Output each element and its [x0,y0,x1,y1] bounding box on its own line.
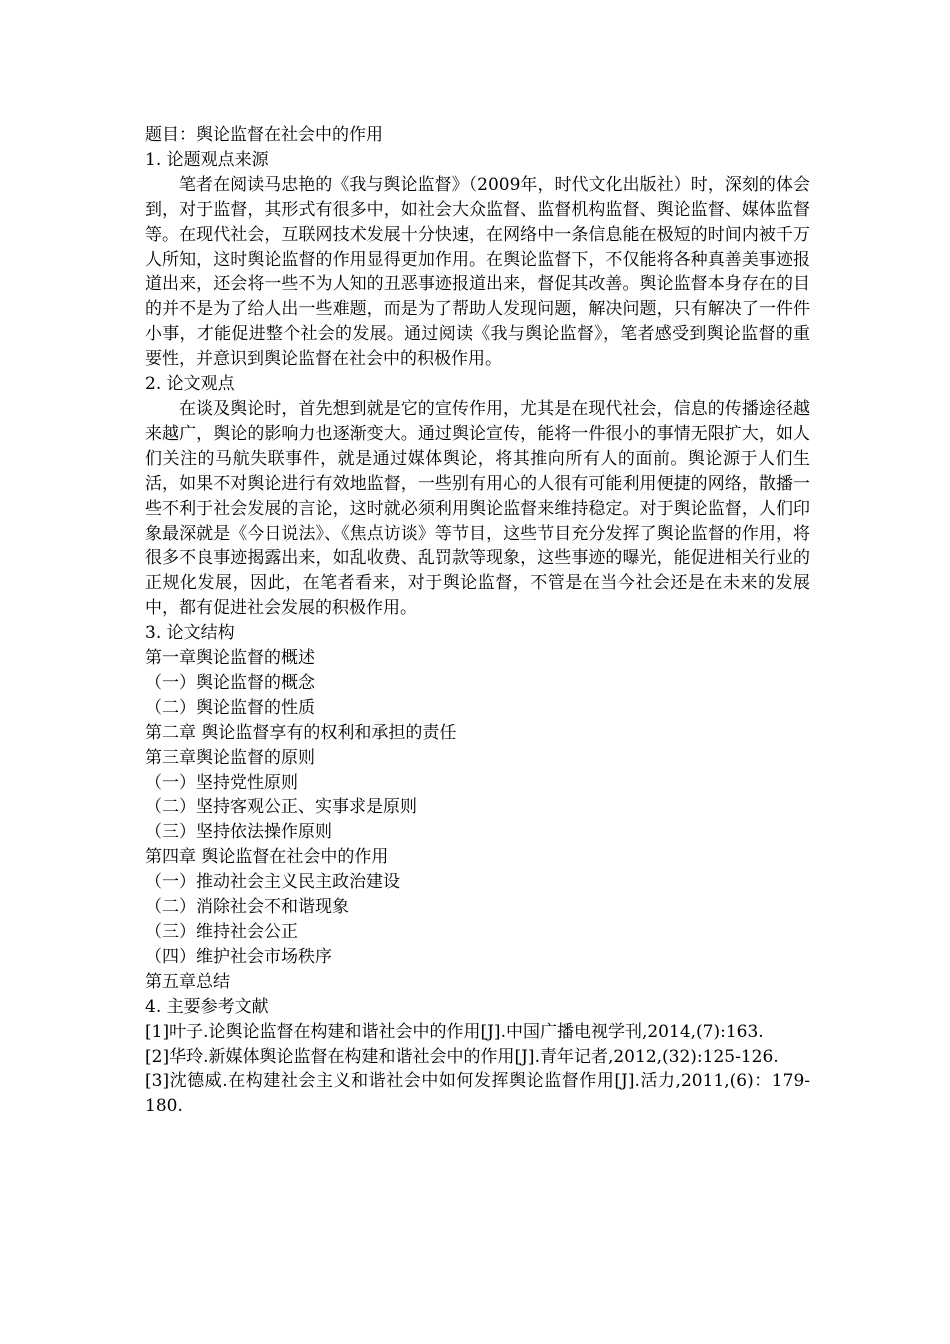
outline-item: （二）舆论监督的性质 [145,697,315,718]
outline-item: （三）坚持依法操作原则 [145,822,332,843]
outline-item: （四）维护社会市场秩序 [145,946,332,967]
structure-outline [145,646,810,995]
document-body [145,123,810,1119]
reference-item: [2]华玲.新媒体舆论监督在构建和谐社会中的作用[J].青年记者,2012,(32):125-126. [145,1046,779,1067]
outline-item: 第四章 舆论监督在社会中的作用 [145,847,389,868]
outline-item: （一）坚持党性原则 [145,772,298,793]
section-1-heading: 1. 论题观点来源 [145,149,269,170]
outline-item: 第三章舆论监督的原则 [145,747,315,768]
section-1-paragraph: 笔者在阅读马忠艳的《我与舆论监督》（2009年，时代文化出版社）时，深刻的体会到，对于监督，其形式有很多中，如社会大众监督、监督机构监督、舆论监督、媒体监督等。在现代社会，互联网技术发展十分快速，在网络中一条信息能在极短的时间内被千万人所知，这时舆论监督的作用显得更加作用。在舆论监督下，不仅能将各种真善美事迹报道出来，还会将一些不为人知的丑恶事迹报道出来，督促其改善。舆论监督本身存在的目的并不是为了给人出一些难题，而是为了帮助人发现问题，解决问题，只有解决了一件件小事，才能促进整个社会的发展。通过阅读《我与舆论监督》，笔者感受到舆论监督的重要性，并意识到舆论监督在社会中的积极作用。 [145,174,810,370]
outline-item: 第一章舆论监督的概述 [145,648,315,669]
outline-item: （一）舆论监督的概念 [145,672,315,693]
document-title: 题目：舆论监督在社会中的作用 [145,125,383,145]
outline-item: （一）推动社会主义民主政治建设 [145,872,400,893]
outline-item: 第五章总结 [145,971,230,992]
section-2-heading: 2. 论文观点 [145,374,235,395]
reference-item: [1]叶子.论舆论监督在构建和谐社会中的作用[J].中国广播电视学刊,2014,(7):163. [145,1021,764,1042]
reference-item: [3]沈德威.在构建社会主义和谐社会中如何发挥舆论监督作用[J].活力,2011,(6)：179-180. [145,1071,810,1117]
outline-item: 第二章 舆论监督享有的权利和承担的责任 [145,722,457,743]
outline-item: （二）坚持客观公正、实事求是原则 [145,797,417,818]
reference-list [145,1020,810,1120]
outline-item: （三）维持社会公正 [145,922,298,942]
section-2-paragraph: 在谈及舆论时，首先想到就是它的宣传作用，尤其是在现代社会，信息的传播途径越来越广，舆论的影响力也逐渐变大。通过舆论宣传，能将一件很小的事情无限扩大，如人们关注的马航失联事件，就是通过媒体舆论，将其推向所有人的面前。舆论源于人们生活，如果不对舆论进行有效地监督，一些别有用心的人很有可能利用便捷的网络，散播一些不利于社会发展的言论，这时就必须利用舆论监督来维持稳定。对于舆论监督，人们印象最深就是《今日说法》、《焦点访谈》等节目，这些节目充分发挥了舆论监督的作用，将很多不良事迹揭露出来，如乱收费、乱罚款等现象，这些事迹的曝光，能促进相关行业的正规化发展，因此，在笔者看来，对于舆论监督，不管是在当今社会还是在未来的发展中，都有促进社会发展的积极作用。 [145,398,810,619]
section-3-heading: 3. 论文结构 [145,623,235,644]
outline-item: （二）消除社会不和谐现象 [145,897,349,918]
section-4-heading: 4. 主要参考文献 [145,996,269,1017]
